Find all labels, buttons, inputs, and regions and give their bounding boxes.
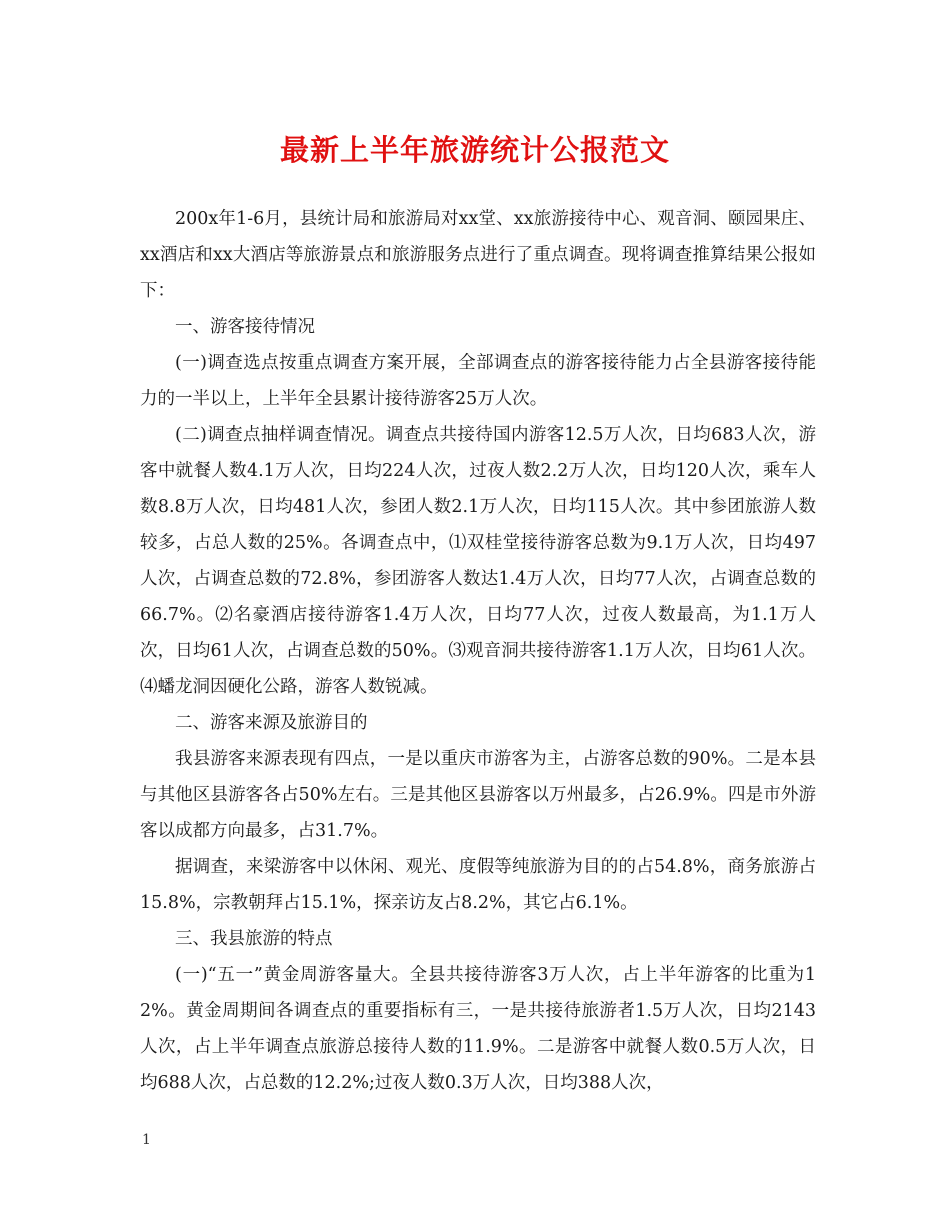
paragraph: (二)调查点抽样调查情况。调查点共接待国内游客12.5万人次，日均683人次，游客中就餐人数4.1万人次，日均224人次，过夜人数2.2万人次，日均120人次，乘车人数8.8万人次，日均481人次，参团人数2.1万人次，日均115人次。其中参团旅游人数较多，占总人数的25%。各调查点中，⑴双桂堂接待游客总数为9.1万人次，日均497人次，占调查总数的72.8%，参团游客人数达1.4万人次，日均77人次，占调查总数的66.7%。⑵名豪酒店接待游客1.4万人次，日均77人次，过夜人数最高，为1.1万人次，日均61人次，占调查总数的50%。⑶观音洞共接待游客1.1万人次，日均61人次。⑷蟠龙洞因硬化公路，游客人数锐减。 (140, 425, 816, 697)
document-title: 最新上半年旅游统计公报范文 (279, 133, 670, 167)
section-heading: 一、游客接待情况 (175, 317, 315, 337)
paragraph: 据调查，来梁游客中以休闲、观光、度假等纯旅游为目的的占54.8%，商务旅游占15.8%，宗教朝拜占15.1%，探亲访友占8.2%，其它占6.1%。 (140, 857, 816, 913)
section-heading: 三、我县旅游的特点 (175, 929, 333, 949)
page-number: 1 (142, 1132, 151, 1148)
paragraph: (一)调查选点按重点调查方案开展，全部调查点的游客接待能力占全县游客接待能力的一半以上，上半年全县累计接待游客25万人次。 (140, 353, 816, 409)
document-body (140, 201, 816, 1101)
paragraph: 200x年1-6月，县统计局和旅游局对xx堂、xx旅游接待中心、观音洞、颐园果庄、xx酒店和xx大酒店等旅游景点和旅游服务点进行了重点调查。现将调查推算结果公报如下： (140, 209, 816, 301)
paragraph: 我县游客来源表现有四点，一是以重庆市游客为主，占游客总数的90%。二是本县与其他区县游客各占50%左右。三是其他区县游客以万州最多，占26.9%。四是市外游客以成都方向最多，占31.7%。 (140, 749, 816, 841)
section-heading: 二、游客来源及旅游目的 (175, 713, 368, 733)
paragraph: (一)“五一”黄金周游客量大。全县共接待游客3万人次，占上半年游客的比重为12%。黄金周期间各调查点的重要指标有三，一是共接待旅游者1.5万人次，日均2143人次，占上半年调查点旅游总接待人数的11.9%。二是游客中就餐人数0.5万人次，日均688人次，占总数的12.2%;过夜人数0.3万人次，日均388人次， (140, 965, 816, 1093)
